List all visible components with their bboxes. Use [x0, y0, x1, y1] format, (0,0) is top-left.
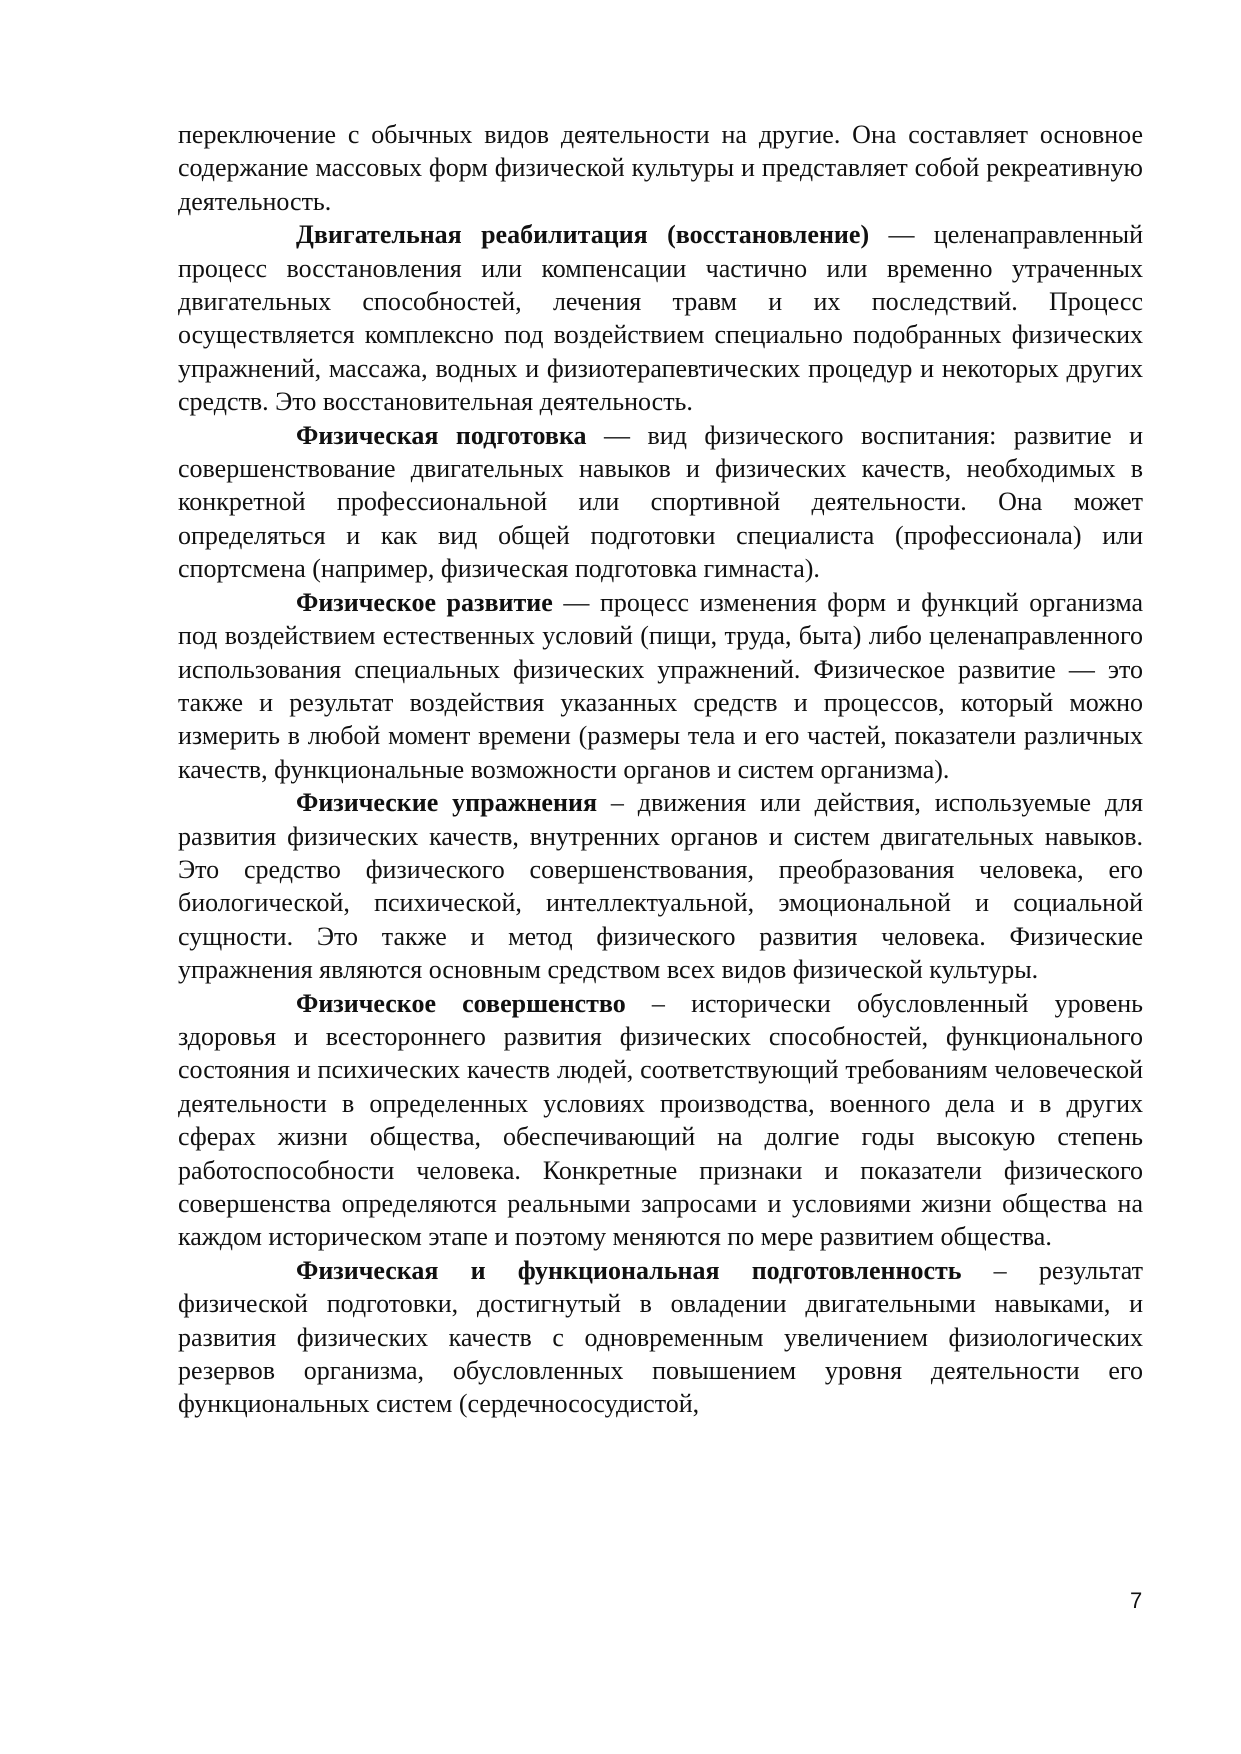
paragraph-physical-development — [178, 586, 1143, 786]
page-number: 7 — [1130, 1588, 1143, 1613]
term-heading: Физические упражнения — [296, 788, 598, 818]
paragraph-physical-training — [178, 419, 1143, 586]
term-separator: – — [625, 988, 692, 1018]
paragraph-text: переключение с обычных видов деятельности на другие. Она составляет основное содержание массовых форм физической культуры и представляет собой рекреативную деятельность. — [178, 120, 1143, 216]
term-heading: Двигательная реабилитация (восстановление) — [296, 220, 870, 250]
paragraph-text: процесс изменения форм и функций организма под воздействием естественных условий (пищи, труда, быта) либо целенаправленного использования специальных физических упражнений. Физическое развитие — это также и результат воздействия указанных средств и процессов, который можно измерить в любой момент времени (размеры тела и его частей, показатели различных качеств, функциональные возможности органов и систем организма). — [178, 587, 1144, 784]
term-heading: Физическое развитие — [296, 587, 553, 617]
paragraph-text: исторически обусловленный уровень здоровья и всестороннего развития физических способностей, функционального состояния и психических качеств людей, соответствующий требованиям человеческой деятельности в определенных условиях производства, военного дела и в других сферах жизни общества, обеспечивающий на долгие годы высокую степень работоспособности человека. Конкретные признаки и показатели физического совершенства определяются реальными запросами и условиями жизни общества на каждом историческом этапе и поэтому меняются по мере развитием общества. — [178, 988, 1144, 1252]
document-body — [178, 118, 1143, 1421]
paragraph-physical-perfection — [178, 987, 1143, 1254]
paragraph-continuation — [178, 118, 1143, 218]
paragraph-text: результат физической подготовки, достигнутый в овладении двигательными навыками, и развития физических качеств с одновременным увеличением физиологических резервов организма, обусловленных повышением уровня деятельности его функциональных систем (сердечнососудистой, — [178, 1255, 1144, 1419]
paragraph-text: целенаправленный процесс восстановления или компенсации частично или временно утраченных двигательных способностей, лечения травм и их последствий. Процесс осуществляется комплексно под воздействием специально подобранных физических упражнений, массажа, водных и физиотерапевтических процедур и некоторых других средств. Это восстановительная деятельность. — [178, 220, 1143, 417]
term-separator: — — [869, 220, 934, 250]
term-separator: — — [586, 420, 648, 450]
term-heading: Физическое совершенство — [296, 988, 626, 1018]
term-separator: — — [552, 587, 600, 617]
term-separator: – — [597, 788, 638, 818]
term-heading: Физическая подготовка — [296, 420, 587, 450]
term-heading: Физическая и функциональная подготовленность — [296, 1255, 962, 1285]
paragraph-text: вид физического воспитания: развитие и совершенствование двигательных навыков и физических качеств, необходимых в конкретной профессиональной или спортивной деятельности. Она может определяться и как вид общей подготовки специалиста (профессионала) или спортсмена (например, физическая подготовка гимнаста). — [178, 420, 1143, 584]
paragraph-motor-rehabilitation — [178, 218, 1143, 418]
paragraph-text: движения или действия, используемые для развития физических качеств, внутренних органов и систем двигательных навыков. Это средство физического совершенствования, преобразования человека, его биологической, психической, интеллектуальной, эмоциональной и социальной сущности. Это также и метод физического развития человека. Физические упражнения являются основным средством всех видов физической культуры. — [178, 788, 1144, 985]
term-separator: – — [961, 1255, 1039, 1285]
paragraph-functional-fitness — [178, 1254, 1143, 1421]
paragraph-physical-exercises — [178, 786, 1143, 986]
